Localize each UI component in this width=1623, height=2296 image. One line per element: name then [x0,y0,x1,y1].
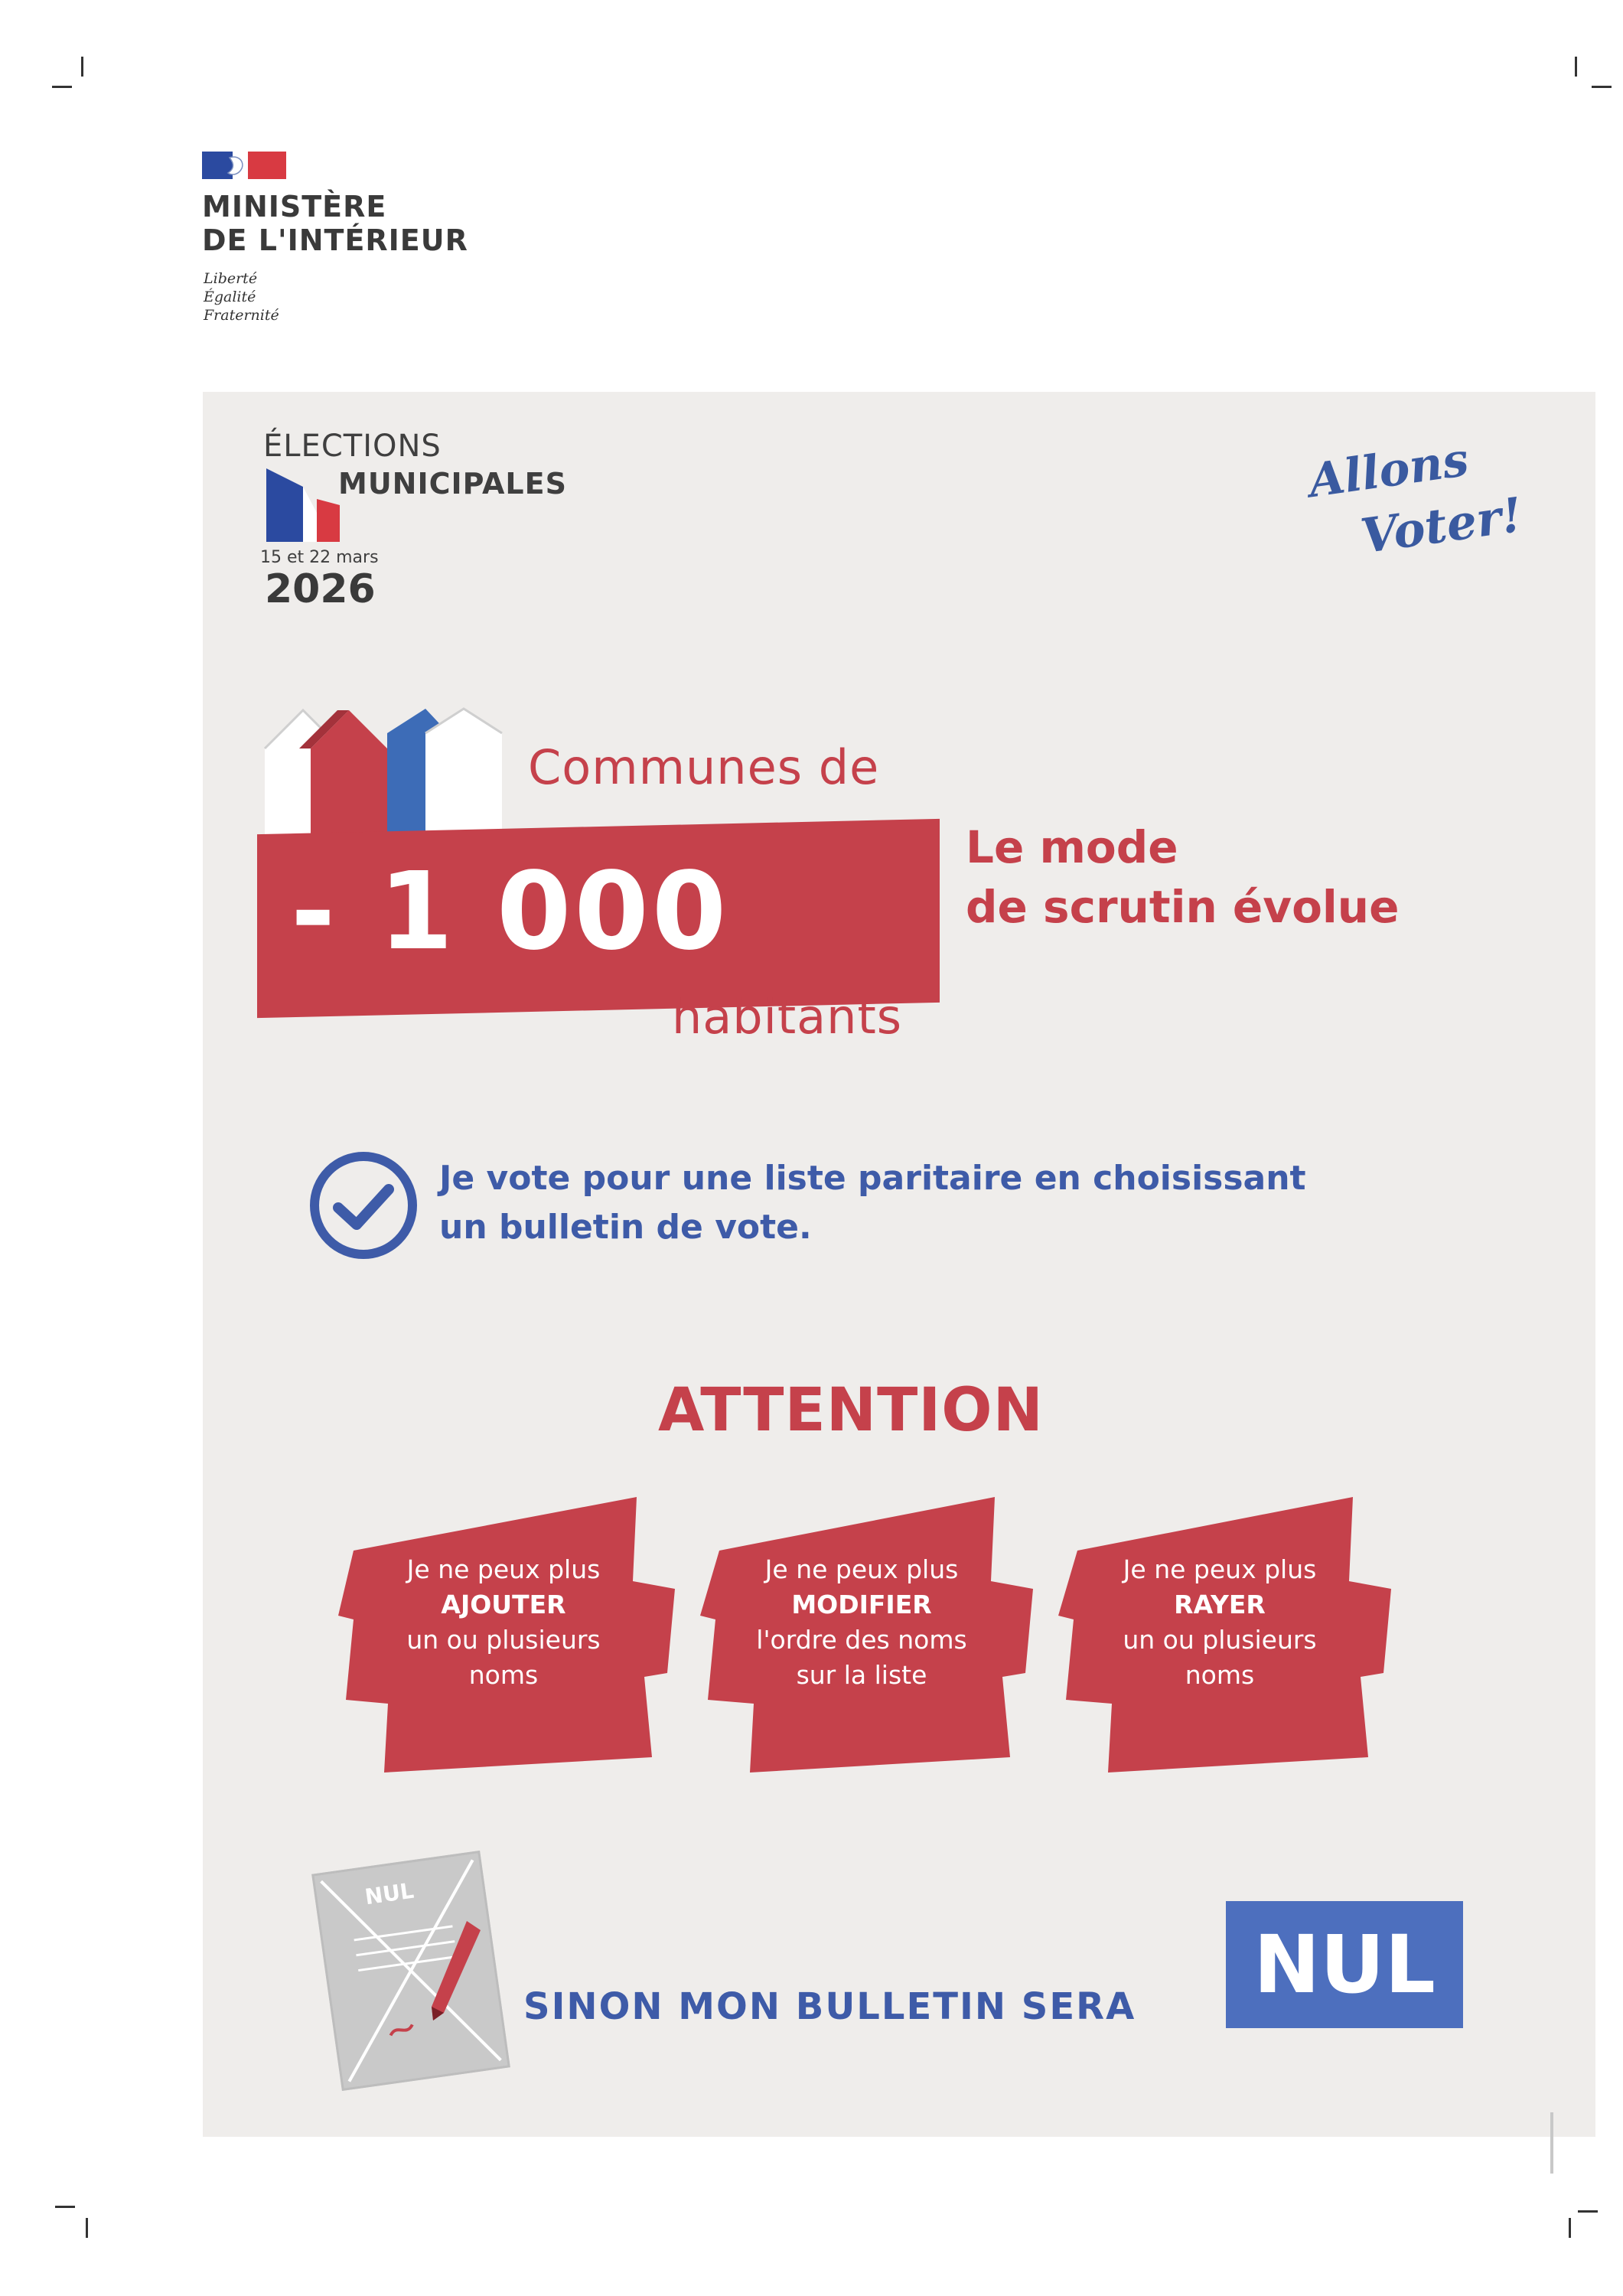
communes-top-label: Communes de [528,739,880,795]
ballot-null-label: NUL [363,1877,416,1910]
rule-strike-line3: un ou plusieurs [1123,1625,1317,1655]
warning-text: SINON MON BULLETIN SERA [523,1985,1136,2028]
french-flag-icon [266,468,340,542]
rule-modify-line1: Je ne peux plus [764,1554,959,1584]
election-dates: 15 et 22 mars [260,548,379,567]
election-label-line1: ÉLECTIONS [263,429,442,464]
crop-mark-top-left [52,86,72,88]
nul-badge: NUL [1226,1901,1463,2028]
election-year: 2026 [265,566,376,612]
motto-egalite: Égalité [204,289,256,305]
rule-strike-line4: noms [1185,1660,1255,1690]
rule-add-line2: AJOUTER [441,1590,566,1619]
marianne-flag-icon [202,147,294,182]
crop-mark-bottom-right [1569,2218,1571,2238]
rule-add-line1: Je ne peux plus [406,1554,601,1584]
pen-icon [413,1913,490,2036]
headline-line1: Le mode [966,821,1178,873]
attention-heading: ATTENTION [658,1376,1044,1445]
print-mark [1550,2112,1553,2174]
rule-add-line3: un ou plusieurs [406,1625,601,1655]
election-label-line2: MUNICIPALES [338,467,567,501]
rule-modify-line4: sur la liste [796,1660,927,1690]
motto-fraternite: Fraternité [204,307,279,324]
crop-mark-bottom-left [55,2206,75,2208]
ministry-name-line2: DE L'INTÉRIEUR [202,223,468,257]
crop-mark-bottom-left [86,2218,88,2238]
allons-voter-slogan [1301,432,1526,589]
ministry-logo [202,147,508,331]
slogan-line2: Voter! [1357,486,1526,565]
crop-mark-top-right [1575,57,1577,77]
rule-modify-line3: l'ordre des noms [756,1625,967,1655]
vote-instruction-line2: un bulletin de vote. [439,1208,812,1247]
rule-strike-line1: Je ne peux plus [1123,1554,1317,1584]
republic-motto [204,269,279,325]
checkmark-circle-icon [306,1148,421,1263]
crop-mark-bottom-right [1578,2210,1598,2213]
ministry-name-line1: MINISTÈRE [202,190,387,223]
ministry-name [202,190,468,257]
rule-add-text [389,1552,618,1693]
rule-strike-line2: RAYER [1174,1590,1266,1619]
headline [966,817,1399,937]
rule-modify-line2: MODIFIER [791,1590,932,1619]
rule-add-line4: noms [468,1660,539,1690]
vote-instruction [439,1154,1306,1252]
communes-bottom-label: habitants [672,989,903,1045]
vote-instruction-line1: Je vote pour une liste paritaire en choisissant [439,1159,1306,1198]
crop-mark-top-right [1592,86,1612,88]
communes-number: - 1 000 [291,850,730,974]
rule-strike-text [1105,1552,1335,1693]
houses-illustration [257,703,510,840]
slogan-line1: Allons [1305,432,1472,509]
motto-liberte: Liberté [204,270,258,287]
rule-modify-text [747,1552,976,1693]
crop-mark-top-left [81,57,83,77]
headline-line2: de scrutin évolue [966,881,1400,933]
